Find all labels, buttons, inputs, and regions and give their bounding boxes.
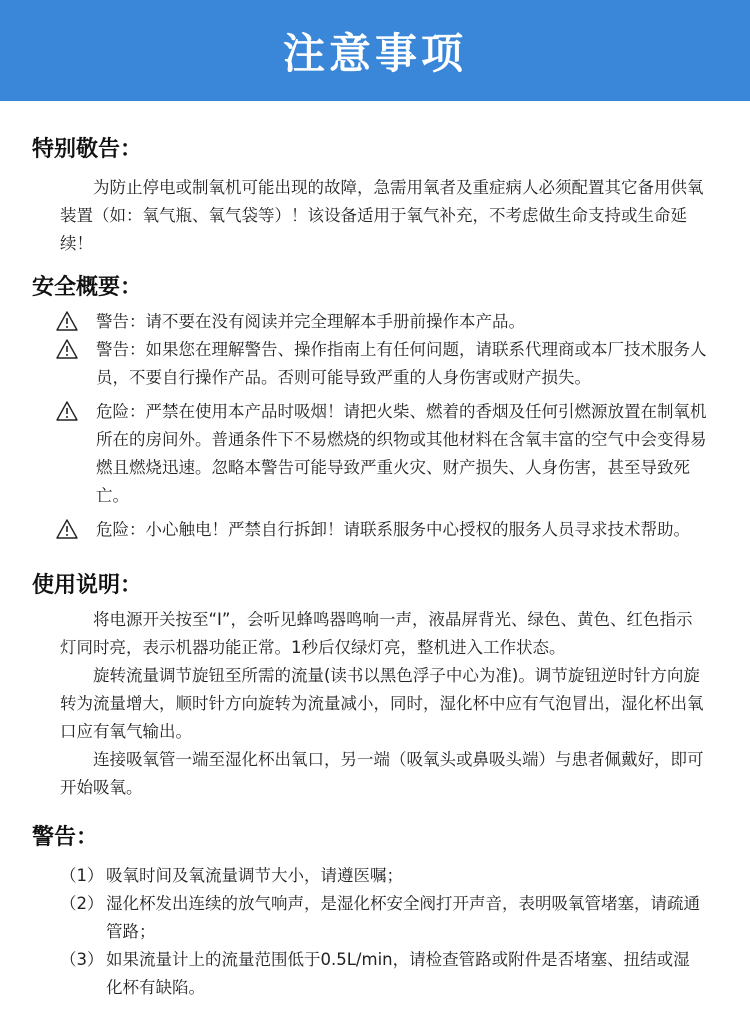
- caution-item-index: （3）: [60, 950, 104, 969]
- caution-item-text: 吸氧时间及氧流量调节大小，请遵医嘱；: [106, 866, 403, 885]
- safety-item-text: 警告：如果您在理解警告、操作指南上有任何问题，请联系代理商或本厂技术服务人员，不要自行操作产品。否则可能导致严重的人身伤害或财产损失。: [96, 340, 707, 387]
- warning-icon: [56, 339, 78, 359]
- special-notice-text: 为防止停电或制氧机可能出现的故障，急需用氧者及重症病人必须配置其它备用供氧装置（如：氧气瓶、氧气袋等）！该设备适用于氧气补充，不考虑做生命支持或生命延续！: [60, 178, 704, 253]
- caution-item-index: （1）: [60, 866, 104, 885]
- caution-heading: 警告：: [32, 825, 99, 850]
- page-title: 注意事项: [282, 28, 467, 78]
- caution-item-index: （2）: [60, 894, 104, 913]
- special-notice-heading: 特别敬告：: [32, 137, 143, 162]
- safety-item-text: 危险：小心触电！严禁自行拆卸！请联系服务中心授权的服务人员寻求技术帮助。: [96, 520, 690, 539]
- usage-heading: 使用说明：: [32, 573, 143, 598]
- warning-icon: [56, 519, 78, 539]
- warning-icon: [56, 311, 78, 331]
- caution-item-text: 如果流量计上的流量范围低于0.5L/min，请检查管路或附件是否堵塞、扭结或湿化杯有缺陷。: [106, 950, 690, 997]
- title-banner: [0, 0, 750, 101]
- caution-item-text: 湿化杯发出连续的放气响声，是湿化杯安全阀打开声音，表明吸氧管堵塞，请疏通管路；: [106, 894, 700, 941]
- safety-summary-heading: 安全概要：: [32, 275, 143, 300]
- usage-paragraph: 旋转流量调节旋钮至所需的流量(读书以黑色浮子中心为准)。调节旋钮逆时针方向旋转为流量增大，顺时针方向旋转为流量减小，同时，湿化杯中应有气泡冒出，湿化杯出氧口应有氧气输出。: [60, 666, 704, 741]
- usage-paragraph: 连接吸氧管一端至湿化杯出氧口，另一端（吸氧头或鼻吸头端）与患者佩戴好，即可开始吸氧。: [60, 750, 704, 797]
- warning-icon: [56, 401, 78, 421]
- safety-item-text: 危险：严禁在使用本产品时吸烟！请把火柴、燃着的香烟及任何引燃源放置在制氧机所在的房间外。普通条件下不易燃烧的织物或其他材料在含氧丰富的空气中会变得易燃且燃烧迅速。忽略本警告可能导致严重火灾、财产损失、人身伤害，甚至导致死亡。: [96, 402, 707, 505]
- safety-item-text: 警告：请不要在没有阅读并完全理解本手册前操作本产品。: [96, 312, 525, 331]
- usage-paragraph: 将电源开关按至“I”，会听见蜂鸣器鸣响一声，液晶屏背光、绿色、黄色、红色指示灯同时亮，表示机器功能正常。1秒后仅绿灯亮，整机进入工作状态。: [60, 610, 693, 657]
